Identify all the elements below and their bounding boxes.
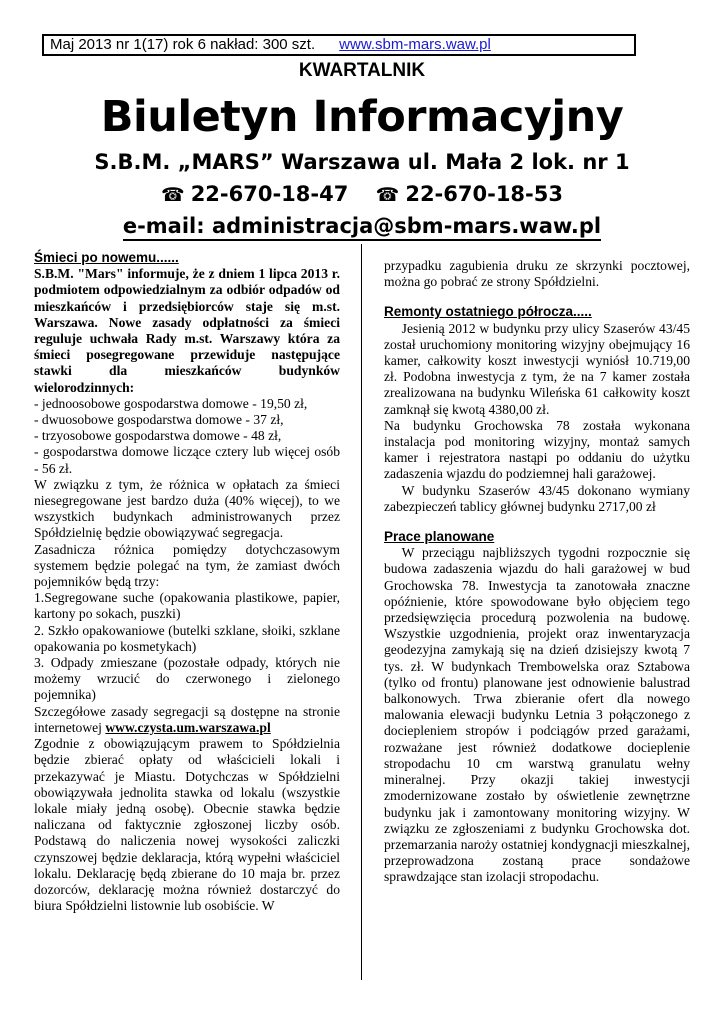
heading-smieci: Śmieci po nowemu...... xyxy=(34,250,179,265)
phone-1 xyxy=(161,182,348,206)
spacer xyxy=(384,515,690,529)
issue-info-box xyxy=(42,34,636,56)
phone-line xyxy=(0,182,724,206)
container-item-2: 2. Szkło opakowaniowe (butelki szklane, słoiki, szklane opakowania po kosmetykach) xyxy=(34,622,340,654)
rate-1: - jednoosobowe gospodarstwa domowe - 19,50 zł, xyxy=(34,395,308,411)
rate-2: - dwuosobowe gospodarstwa domowe - 37 zł, xyxy=(34,412,284,428)
repairs-paragraph-3: W budynku Szaserów 43/45 dokonano wymiany zabezpieczeń tablicy głównej budynku 2717,00 zł xyxy=(384,482,690,514)
website-link[interactable]: www.sbm-mars.waw.pl xyxy=(339,36,491,53)
container-item-3: 3. Odpady zmieszane (pozostałe odpady, których nie możemy wrzucić do czerwonego i zielonego pojemnika) xyxy=(34,655,340,703)
repairs-paragraph-2: Na budynku Grochowska 78 została wykonana instalacja pod monitoring wizyjny, montaż samych kamer i rejestratora nastąpi po oddaniu do użytku zadaszenia wjazdu do podziemnej hali garażowej. xyxy=(384,417,690,482)
details-link[interactable]: www.czysta.um.warszawa.pl xyxy=(105,719,271,735)
email-text[interactable]: e-mail: administracja@sbm-mars.waw.pl xyxy=(123,214,601,241)
container-item-1: 1.Segregowane suche (opakowania plastikowe, papier, kartony po sokach, puszki) xyxy=(34,590,340,622)
page-title: Biuletyn Informacyjny xyxy=(100,92,624,142)
phone-icon: ☎ xyxy=(375,184,400,206)
continued-paragraph: przypadku zagubienia druku ze skrzynki pocztowej, można go pobrać ze strony Spółdzielni. xyxy=(384,258,690,290)
repairs-paragraph-1: Jesienią 2012 w budynku przy ulicy Szaserów 43/45 został uruchomiony monitoring wizyjny obejmujący 16 kamer, całkowity koszt inwestycji wyniósł 10.719,00 zł. Podobna inwestycja z tym, że na 7 kamer została zrealizowana na budynku Wileńska 61 całkowity koszt zamknął się kwotą 4380,00 zł. xyxy=(384,320,690,417)
plans-paragraph: W przeciągu najbliższych tygodni rozpocznie się budowa zadaszenia wjazdu do hali garażowej w bud Grochowska 78. Inwestycja ta zanotowała znaczne opóźnienie, które spowodowane było objęciem tego przedsięwzięcia procedurą pozwolenia na budowę. Wszystkie uzgodnienia, projekt oraz inwentaryzacja geodezyjna zamykają się na dzień dzisiejszy kwotą 7 tys. zł. W budynkach Trembowelska oraz Sztabowa (tylko od frontu) planowane jest odnowienie balustrad balkonowych. Trwa zbieranie ofert dla nowego malowania elewacji budynku Letnia 3 połączonego z dociepleniem stropów i podciągów przed garażami, rozważane jest również dodatkowe docieplenie stropodachu 10 cm warstwą granulatu wełny mineralnej. Przy okazji takiej inwestycji zmodernizowane zostało by oświetlenie zewnętrzne budynku jak i zamontowany monitoring wizyjny. W związku ze zgłoszeniami z budynku Grochowska dot. przemarzania naroży ostatniej kondygnacji mieszkalnej, przeprowadzona zostaną prace sondażowe sprawdzające stan izolacji stropodachu. xyxy=(384,545,690,885)
kwartalnik-label: KWARTALNIK xyxy=(298,60,426,81)
heading-remonty: Remonty ostatniego półrocza..... xyxy=(384,304,592,320)
details-text: Szczegółowe zasady segregacji są dostępne na stronie internetowej xyxy=(34,703,340,735)
email-line xyxy=(0,214,724,238)
heading-plans: Prace planowane xyxy=(384,529,495,545)
phone-2 xyxy=(376,182,563,206)
phone-2-number: 22-670-18-53 xyxy=(405,182,563,206)
issue-info: Maj 2013 nr 1(17) rok 6 nakład: 300 szt. xyxy=(50,36,316,53)
spacer xyxy=(384,290,690,304)
rate-4: - gospodarstwa domowe liczące cztery lub więcej osób - 56 zł. xyxy=(34,444,340,476)
details-paragraph xyxy=(34,704,340,736)
paragraph-rule: Zasadnicza różnica pomiędzy dotychczasowym systemem będzie polegać na tym, że zamiast dwóch pojemników będą trzy: xyxy=(34,541,340,590)
left-column xyxy=(34,250,340,914)
intro-paragraph: S.B.M. "Mars" informuje, że z dniem 1 lipca 2013 r. podmiotem odpowiedzialnym za odbiór odpadów od mieszkańców i przedsiębiorców staje się m.st. Warszawa. Nowe zasady odpłatności za śmieci reguluje uchwała Rady m.st. Warszawy która za śmieci posegregowane przewiduje następujące stawki dla mieszkańców budynków wielorodzinnych: xyxy=(34,266,340,395)
paragraph-final: Zgodnie z obowiązującym prawem to Spółdzielnia będzie zbierać opłaty od właścicieli lokali i przekazywać je Miastu. Dotychczas w Spółdzielni obowiązywała jednolita stawka od lokalu (wszystkie lokale miały jedną osobę). Obecnie stawka będzie naliczana od faktycznie zgłoszonej liczby osób. Podstawą do naliczenia nowej wysokości zaliczki czynszowej będzie deklaracja, którą wypełni właściciel lokalu. Deklarację będą zbierane do 10 maja br. przez dozorców, deklarację można również dostarczyć do biura Spółdzielni listownie lub osobiście. W xyxy=(34,736,340,914)
phone-1-number: 22-670-18-47 xyxy=(190,182,349,206)
address-line: S.B.M. „MARS” Warszawa ul. Mała 2 lok. nr 1 xyxy=(94,150,630,174)
phone-icon: ☎ xyxy=(161,184,185,206)
paragraph-difference: W związku z tym, że różnica w opłatach za śmieci niesegregowane jest bardzo duża (40% więcej), to we wszystkich budynkach administrowanych przez Spółdzielnię będzie obowiązywać segregacja. xyxy=(34,476,340,541)
right-column xyxy=(384,258,690,886)
rate-3: - trzyosobowe gospodarstwa domowe - 48 zł, xyxy=(34,428,282,444)
column-divider xyxy=(361,244,362,980)
